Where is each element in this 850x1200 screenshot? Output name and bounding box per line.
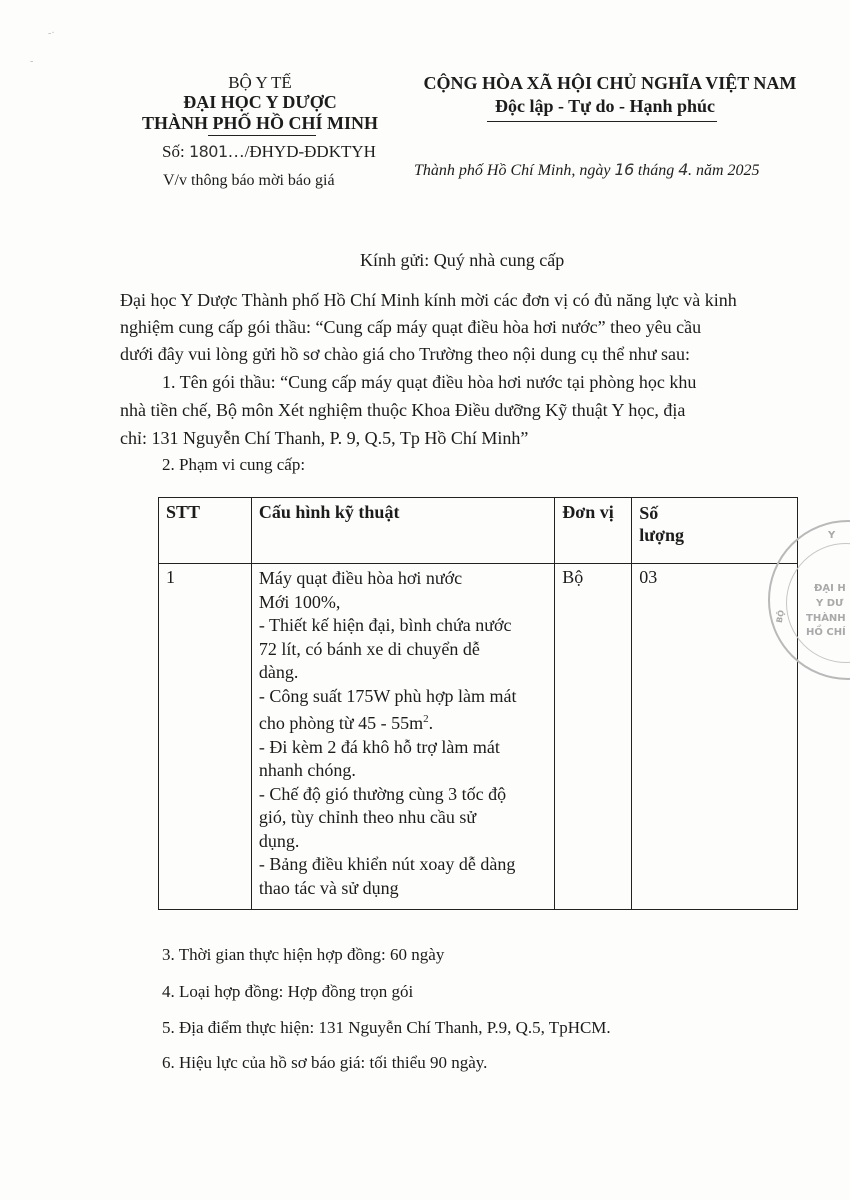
salutation: Kính gửi: Quý nhà cung cấp	[360, 250, 565, 270]
cell-stt: 1	[159, 564, 252, 910]
spec-line: 72 lít, có bánh xe di chuyển dễ	[258, 638, 480, 659]
spec-line-end: .	[428, 713, 434, 733]
spec-line: gió, tùy chỉnh theo nhu cầu sử	[258, 807, 477, 827]
date-prefix: Thành phố Hồ Chí Minh, ngày	[414, 162, 611, 179]
spec-line-area	[259, 708, 547, 736]
stamp-text: Y	[828, 530, 836, 541]
table-header-row	[159, 498, 798, 564]
stamp-text: THÀNH	[806, 613, 846, 624]
spec-line: - Công suất 175W phù hợp làm mát	[258, 685, 517, 706]
document-subject: V/v thông báo mời báo giá	[163, 172, 335, 189]
ministry-name: BỘ Y TẾ	[228, 73, 292, 92]
doc-number-handwritten: 1801	[188, 142, 228, 161]
header-unit: Đơn vị	[555, 498, 632, 564]
scan-artifact: -	[30, 56, 34, 67]
item6: 6. Hiệu lực của hồ sơ báo giá: tối thiểu 90 ngày.	[162, 1053, 488, 1072]
spec-line: Máy quạt điều hòa hơi nước	[258, 568, 463, 588]
superscript: 2	[423, 713, 429, 725]
spec-line: - Đi kèm 2 đá khô hỗ trợ làm mát	[258, 736, 500, 757]
cell-unit: Bộ	[555, 564, 632, 910]
cell-quantity: 03	[632, 564, 798, 910]
stamp-text: Y DƯ	[816, 598, 844, 609]
date-month-handwritten: 4	[678, 160, 688, 179]
spec-line: - Chế độ gió thường cùng 3 tốc độ	[258, 783, 507, 804]
university-underline	[208, 135, 316, 136]
spec-line-text: cho phòng từ 45 - 55m	[258, 713, 424, 733]
intro-line: nghiệm cung cấp gói thầu: “Cung cấp máy quạt điều hòa hơi nước” theo yêu cầu	[120, 317, 702, 337]
item1-line: chỉ: 131 Nguyễn Chí Thanh, P. 9, Q.5, Tp Hồ Chí Minh”	[120, 428, 529, 448]
nation-motto: Độc lập - Tự do - Hạnh phúc	[494, 96, 716, 116]
item1-line: nhà tiền chế, Bộ môn Xét nghiệm thuộc Khoa Điều dưỡng Kỹ thuật Y học, địa	[120, 400, 686, 420]
doc-number-prefix: Số:	[162, 142, 185, 161]
item5: 5. Địa điểm thực hiện: 131 Nguyễn Chí Thanh, P.9, Q.5, TpHCM.	[162, 1018, 611, 1037]
item2-heading: 2. Phạm vi cung cấp:	[162, 455, 306, 474]
spec-line: nhanh chóng.	[258, 760, 356, 780]
table-row	[159, 564, 798, 910]
item1-line: 1. Tên gói thầu: “Cung cấp máy quạt điều hòa hơi nước tại phòng học khu	[162, 372, 697, 392]
stamp-text: BỘ	[774, 609, 787, 624]
header-spec: Cấu hình kỹ thuật	[251, 498, 554, 564]
item4: 4. Loại hợp đồng: Hợp đồng trọn gói	[162, 982, 414, 1001]
header-quantity-label: Số lượng	[639, 503, 684, 545]
spec-table	[158, 497, 798, 910]
document-number	[162, 142, 376, 162]
spec-line: - Thiết kế hiện đại, bình chứa nước	[258, 615, 512, 635]
stamp-text: HỒ CHÍ	[806, 627, 846, 638]
item3: 3. Thời gian thực hiện hợp đồng: 60 ngày	[162, 945, 445, 964]
spec-line: - Bảng điều khiển nút xoay dễ dàng	[258, 854, 516, 874]
spec-line: dụng.	[258, 830, 300, 851]
nation-title: CỘNG HÒA XÃ HỘI CHỦ NGHĨA VIỆT NAM	[423, 73, 797, 93]
stamp-text: ĐẠI H	[814, 583, 846, 594]
date-year: . năm 2025	[687, 162, 760, 179]
header-quantity	[632, 498, 798, 564]
doc-number-suffix: …/ĐHYD-ĐDKTYH	[227, 142, 376, 161]
document-date	[414, 160, 760, 180]
cell-spec	[251, 564, 554, 910]
scan-artifact: -·	[48, 28, 55, 39]
spec-line: Mới 100%,	[258, 591, 341, 612]
date-day-handwritten: 16	[614, 160, 634, 179]
intro-line: dưới đây vui lòng gửi hồ sơ chào giá cho Trường theo nội dung cụ thể như sau:	[120, 344, 691, 364]
spec-line: dàng.	[258, 662, 299, 682]
date-month-label: tháng	[637, 162, 675, 179]
spec-line: thao tác và sử dụng	[258, 877, 399, 898]
university-name-line2: THÀNH PHỐ HỒ CHÍ MINH	[141, 113, 378, 133]
university-name-line1: ĐẠI HỌC Y DƯỢC	[183, 92, 337, 112]
motto-underline	[487, 121, 717, 122]
intro-line: Đại học Y Dược Thành phố Hồ Chí Minh kính mời các đơn vị có đủ năng lực và kinh	[120, 290, 737, 310]
header-stt: STT	[159, 498, 252, 564]
